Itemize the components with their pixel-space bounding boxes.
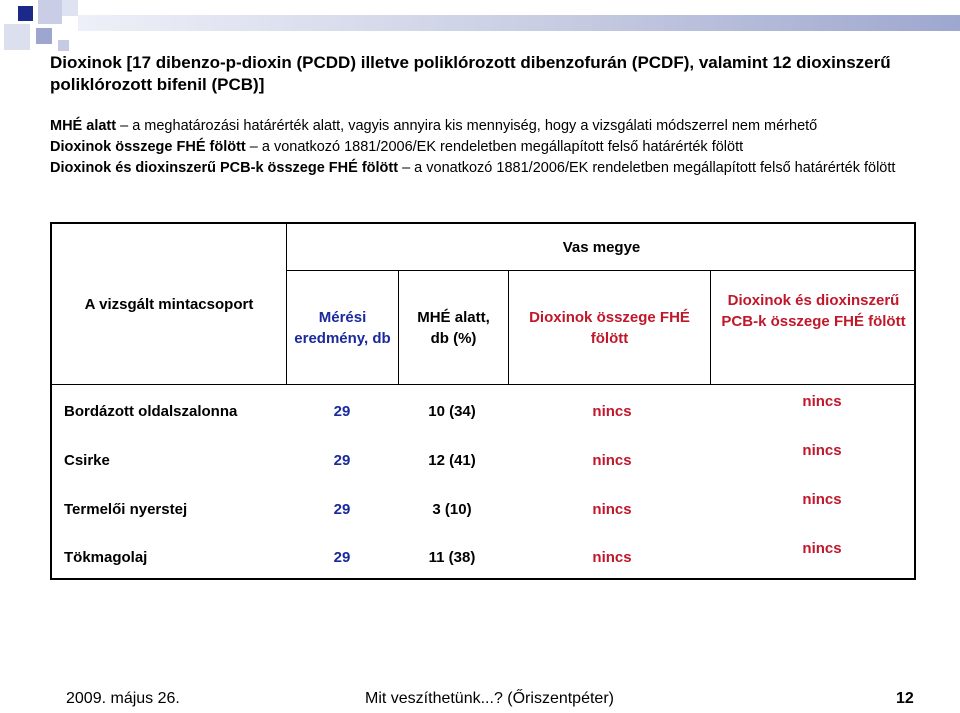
row-dioxin: nincs [592, 451, 632, 469]
header-dioxin-pcb: Dioxinok és dioxinszerű PCB-k összege FHÉ fölött [721, 292, 906, 330]
row-name: Bordázott oldalszalonna [64, 402, 238, 420]
row-results: 29 [333, 500, 351, 518]
row-dioxin: nincs [592, 548, 632, 566]
header-dioxin: Dioxinok összege FHÉ fölött [529, 308, 690, 347]
row-dioxin-pcb: nincs [802, 539, 842, 557]
footer-date: 2009. május 26. [66, 690, 180, 707]
row-dioxin-pcb: nincs [802, 441, 842, 459]
row-results: 29 [333, 548, 351, 566]
definition-dioxin: Dioxinok összege FHÉ fölött – a vonatkozó 1881/2006/EK rendeletben megállapított felső határérték fölött [50, 139, 744, 155]
row-mhe: 3 (10) [432, 500, 472, 518]
header-group: A vizsgált mintacsoport [84, 295, 254, 313]
row-dioxin: nincs [592, 500, 632, 518]
definition-mhe: MHÉ alatt – a meghatározási határérték alatt, vagyis annyira kis mennyiség, hogy a vizsgálati módszerrel nem mérhető [50, 118, 818, 134]
row-name: Termelői nyerstej [64, 500, 188, 518]
results-table [50, 222, 916, 580]
header-mhe: MHÉ alatt, db (%) [417, 308, 490, 347]
header-bar [78, 15, 960, 31]
definition-dioxin-pcb: Dioxinok és dioxinszerű PCB-k összege FHÉ fölött – a vonatkozó 1881/2006/EK rendeletben megállapított felső határérték fölött [50, 160, 896, 176]
slide-title: Dioxinok [17 dibenzo-p-dioxin (PCDD) illetve poliklórozott dibenzofurán (PCDF), valamint 12 dioxinszerű poliklórozott bifenil (PCB)] [50, 53, 891, 94]
row-mhe: 10 (34) [428, 402, 476, 420]
row-dioxin-pcb: nincs [802, 392, 842, 410]
footer-caption: Mit veszíthetünk...? (Őriszentpéter) [365, 690, 614, 707]
row-results: 29 [333, 451, 351, 469]
page-number: 12 [896, 690, 914, 707]
row-dioxin-pcb: nincs [802, 490, 842, 508]
row-name: Csirke [64, 451, 110, 469]
row-mhe: 12 (41) [428, 451, 476, 469]
row-mhe: 11 (38) [428, 548, 476, 566]
county-header: Vas megye [562, 238, 641, 256]
definitions [50, 116, 930, 179]
row-dioxin: nincs [592, 402, 632, 420]
row-results: 29 [333, 402, 351, 420]
header-results: Mérési eredmény, db [294, 308, 391, 347]
row-name: Tökmagolaj [64, 548, 148, 566]
